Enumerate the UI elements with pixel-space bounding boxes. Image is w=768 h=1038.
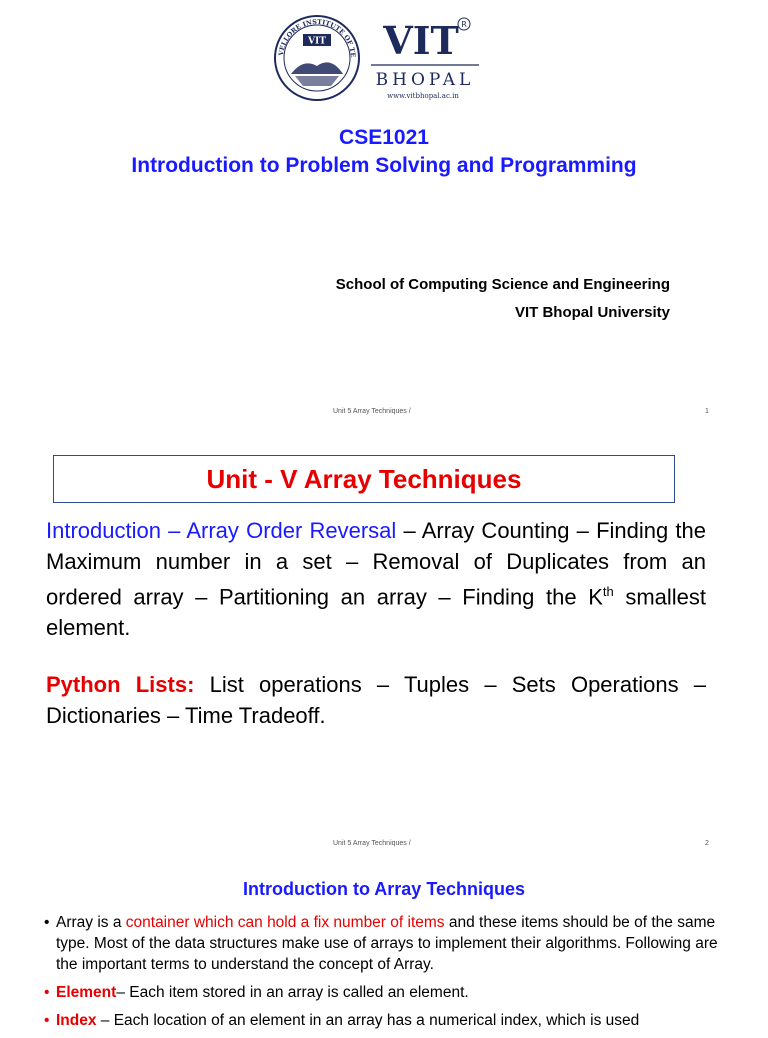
vit-logo-graphic: [273, 12, 485, 104]
bullet-text: Array is a: [56, 914, 126, 931]
slide-footer-text: Unit 5 Array Techniques /: [333, 840, 411, 847]
bhopal-text: BHOPAL: [375, 70, 475, 90]
bullet-term: Element: [56, 984, 117, 1001]
vit-wordmark: VIT: [383, 18, 459, 63]
python-lists-text: List operations – Tuples – Sets Operations – Dictionaries – Time Tradeoff.: [46, 672, 706, 728]
bullet-marker: •: [44, 914, 50, 931]
bullet-highlight: container which can hold a fix number of items: [125, 914, 445, 931]
bullet-marker: •: [44, 984, 50, 1001]
topics-text-a: – Array Counting – Finding the Maximum number in a set – Removal of Duplicates from an ordered array – Partitioning an array – Finding the K: [46, 518, 707, 610]
university-name: VIT Bhopal University: [514, 304, 670, 321]
vit-bhopal-logo: [273, 12, 485, 104]
course-title: Introduction to Problem Solving and Programming: [131, 154, 637, 177]
slide-page-number: 1: [705, 408, 709, 415]
logo-website: www.vitbhopal.ac.in: [387, 92, 459, 100]
topics-superscript: th: [602, 584, 614, 599]
topics-highlight: Introduction – Array Order Reversal: [46, 518, 397, 543]
slide-3: [0, 864, 768, 1029]
bullet-text: – Each location of an element in an array has a numerical index, which is used: [96, 1012, 640, 1029]
course-code: CSE1021: [339, 126, 429, 149]
bullet-term: Index: [56, 1012, 97, 1029]
python-lists-label: Python Lists:: [46, 672, 195, 697]
unit-topics: [46, 516, 706, 643]
unit-title: Unit - V Array Techniques: [206, 463, 522, 494]
slide-2: [0, 432, 768, 864]
bullet-text: and these items should be of the same type. Most of the data structures make use of arrays to implement their algorithms. Following are the important terms to understand the concept of Array.: [56, 914, 718, 973]
list-item: [44, 1010, 728, 1031]
topics-text-b: smallest element.: [46, 584, 706, 640]
list-item: [44, 982, 728, 1003]
intro-heading: Introduction to Array Techniques: [242, 879, 525, 899]
bullet-list: [44, 912, 728, 1038]
list-item: [44, 912, 728, 975]
slide-1: [0, 0, 768, 432]
school-name: School of Computing Science and Engineering: [335, 276, 670, 293]
registered-mark: R: [461, 20, 467, 29]
slide-page-number: 2: [705, 840, 709, 847]
slide-footer-text: Unit 5 Array Techniques /: [333, 408, 411, 415]
seal-abbr: VIT: [308, 36, 326, 47]
bullet-text: – Each item stored in an array is called an element.: [116, 984, 469, 1001]
unit-title-box: [53, 455, 675, 503]
bullet-marker: •: [44, 1012, 50, 1029]
seal-ring-text: VELLORE INSTITUTE OF TE: [277, 17, 358, 58]
python-lists-topics: [46, 670, 706, 731]
